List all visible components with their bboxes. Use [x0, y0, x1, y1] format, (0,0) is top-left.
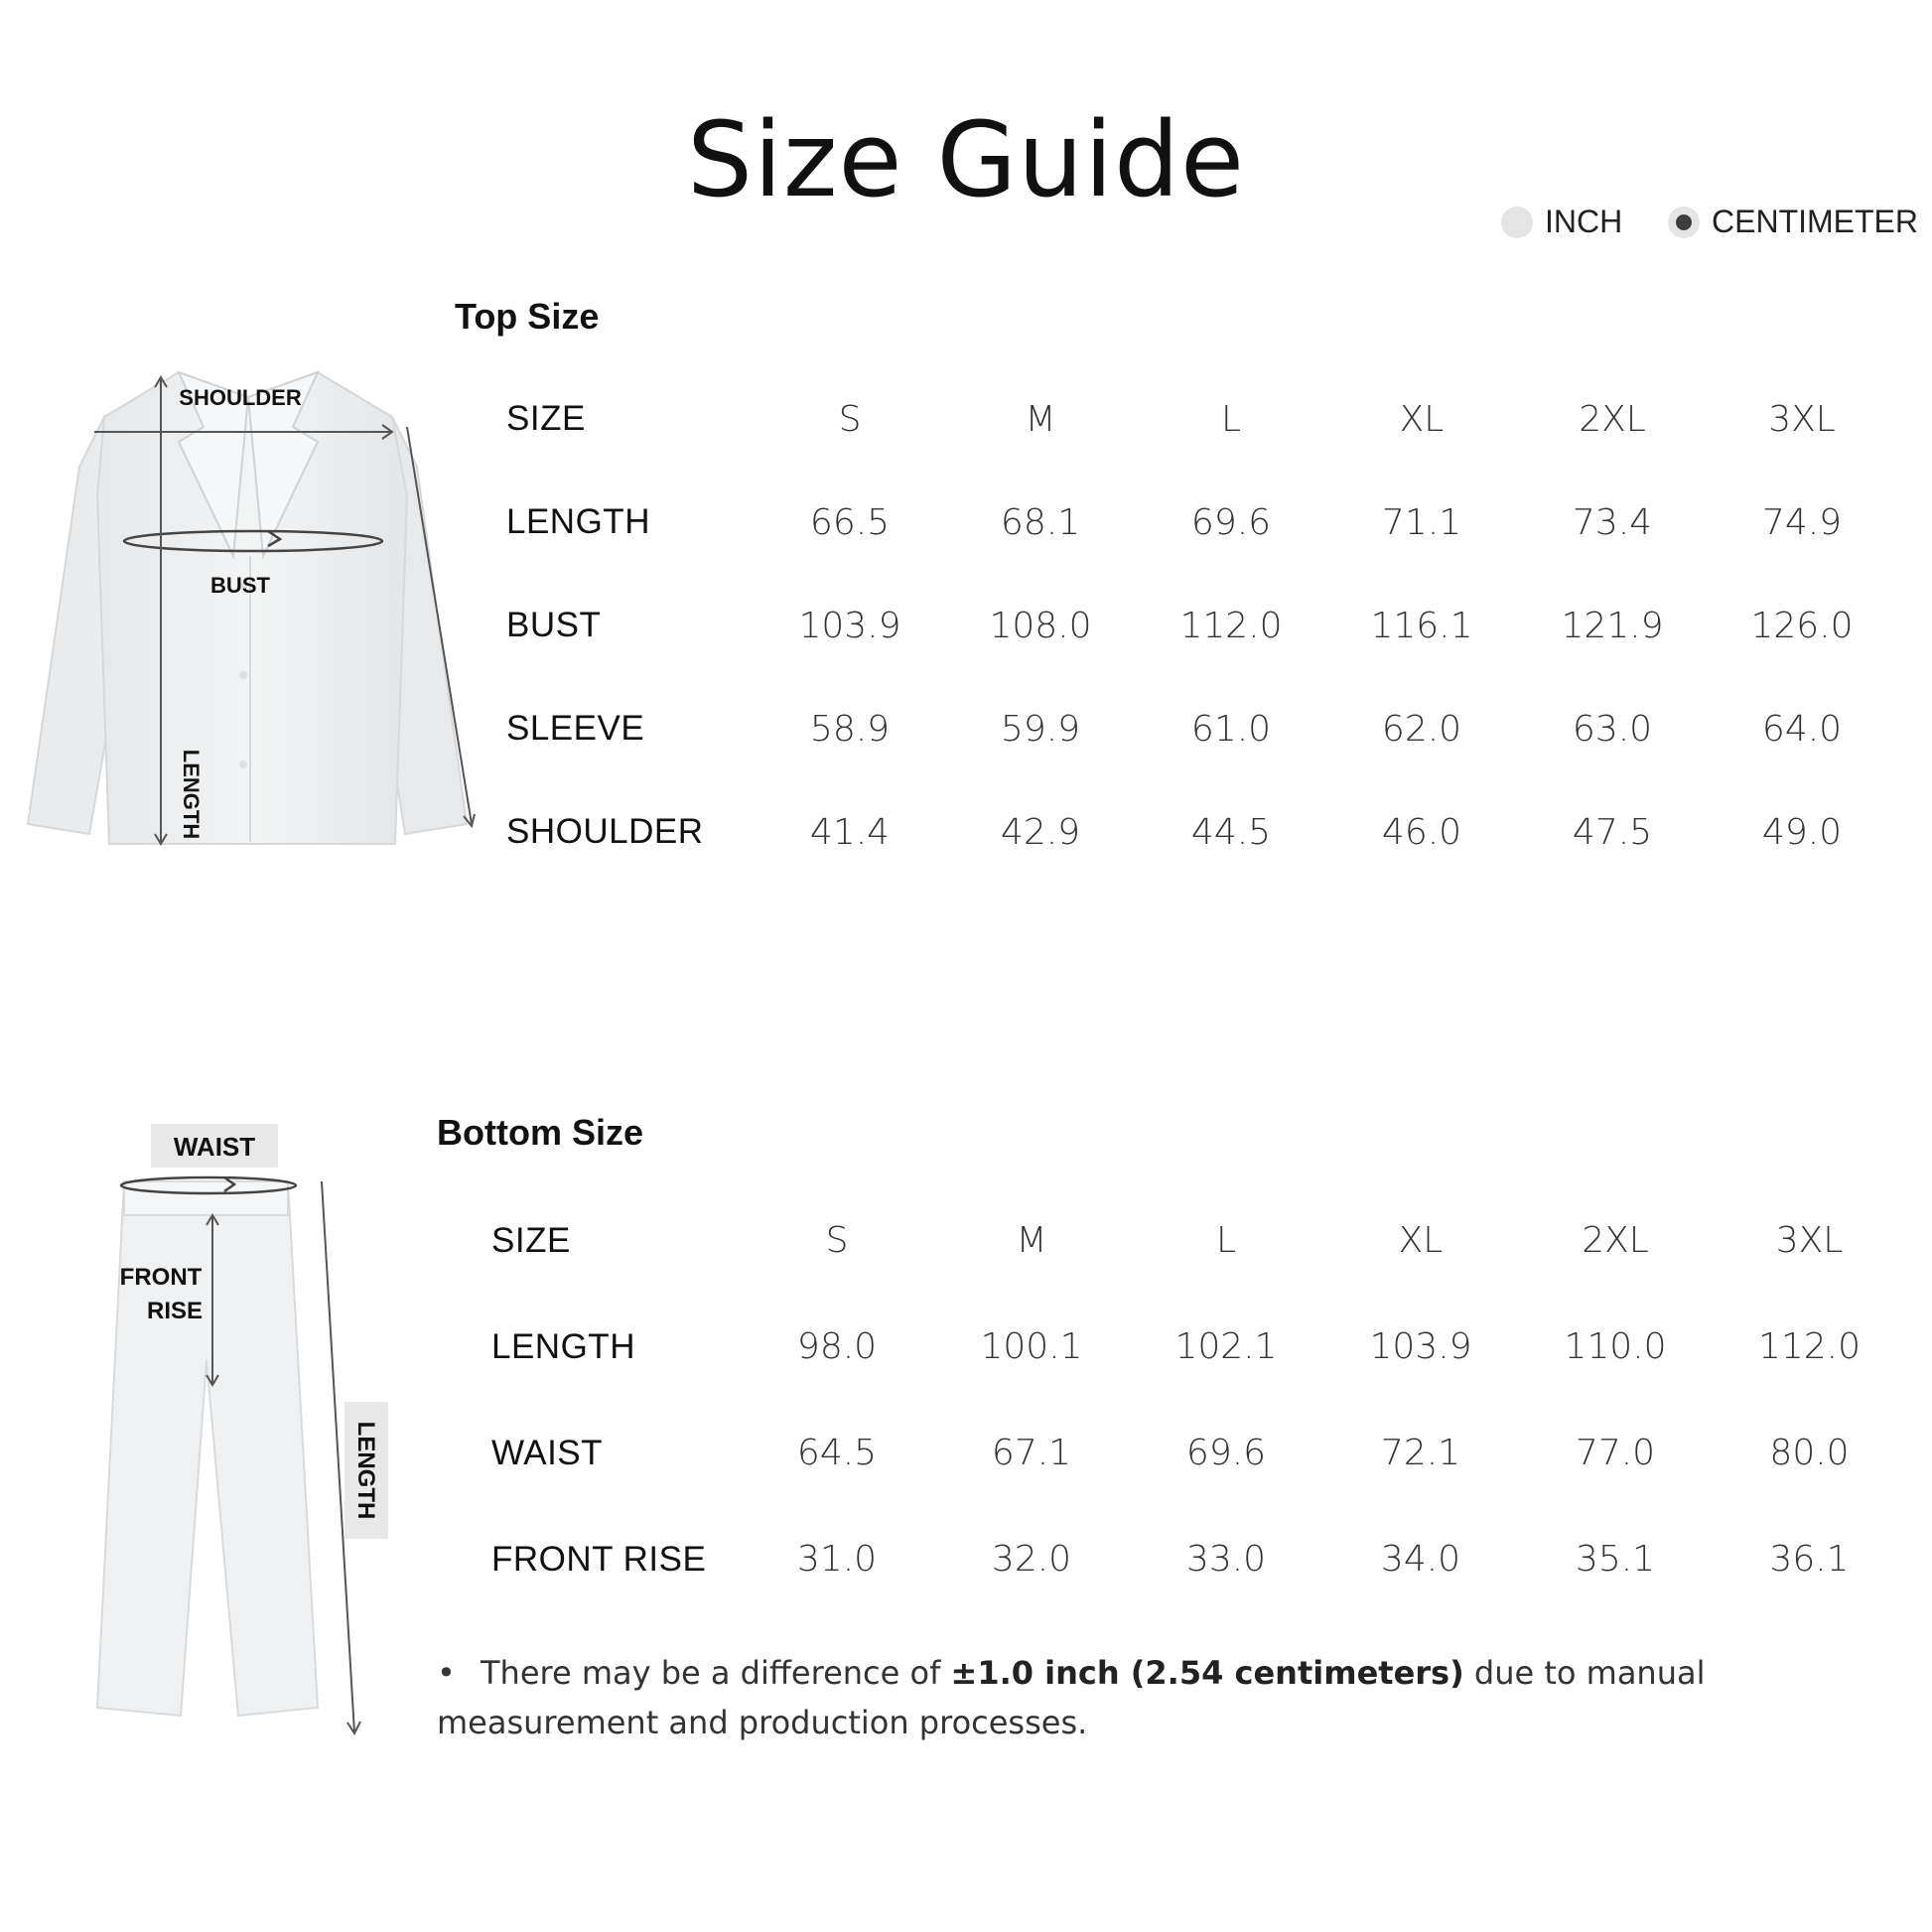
bottom-row-label: WAIST — [491, 1433, 604, 1472]
bottom-row-label: LENGTH — [491, 1326, 635, 1366]
bottom-row-label: SIZE — [491, 1220, 571, 1260]
pants-diagram — [79, 1112, 417, 1747]
top-size-table-body — [506, 367, 1896, 884]
top-cell: 63.0 — [1572, 708, 1653, 750]
bottom-cell: 33.0 — [1185, 1539, 1267, 1580]
top-cell: 103.9 — [798, 605, 901, 646]
page-title: Size Guide — [687, 99, 1245, 220]
bottom-cell: 72.1 — [1380, 1433, 1461, 1473]
top-cell: 74.9 — [1761, 501, 1843, 543]
top-cell: 121.9 — [1561, 605, 1664, 646]
note-bullet: • — [437, 1654, 456, 1692]
top-cell: 44.5 — [1190, 811, 1272, 853]
bottom-cell: 35.1 — [1575, 1539, 1656, 1580]
bottom-cell: 100.1 — [980, 1326, 1083, 1367]
bottom-cell: 98.0 — [796, 1326, 878, 1367]
bottom-cell: 80.0 — [1769, 1433, 1850, 1473]
top-cell: 116.1 — [1370, 605, 1473, 646]
top-row-label: SIZE — [506, 399, 586, 438]
radio-inch-icon[interactable] — [1501, 207, 1533, 238]
bottom-cell: 67.1 — [991, 1433, 1072, 1473]
bottom-cell: 32.0 — [991, 1539, 1072, 1580]
front-rise-label-line1: FRONT — [119, 1264, 203, 1291]
top-cell: 108.0 — [989, 605, 1092, 646]
bottom-cell: 2XL — [1582, 1220, 1649, 1261]
top-cell: 42.9 — [1000, 811, 1081, 853]
top-cell: 126.0 — [1750, 605, 1854, 646]
shirt-shape-icon — [28, 372, 467, 844]
table-row — [491, 1506, 1906, 1612]
top-row-label: BUST — [506, 606, 602, 644]
bottom-cell: 31.0 — [796, 1539, 878, 1580]
table-row — [506, 677, 1896, 780]
bottom-cell: 3XL — [1775, 1220, 1844, 1261]
note-emphasis: ±1.0 inch (2.54 centimeters) — [950, 1654, 1464, 1692]
top-cell: 59.9 — [1000, 708, 1081, 750]
top-cell: 49.0 — [1761, 811, 1843, 853]
top-cell: XL — [1399, 398, 1445, 440]
bottom-row-label: FRONT RISE — [491, 1539, 707, 1579]
table-row — [491, 1294, 1906, 1400]
bottom-cell: M — [1016, 1220, 1047, 1261]
bottom-cell: 69.6 — [1185, 1433, 1267, 1473]
bottom-cell: 34.0 — [1380, 1539, 1461, 1580]
bottom-cell: 64.5 — [796, 1433, 878, 1473]
waist-label: WAIST — [173, 1132, 256, 1162]
top-cell: 66.5 — [809, 501, 891, 543]
measurement-note — [437, 1648, 1847, 1747]
top-cell: S — [838, 398, 862, 440]
top-cell: 71.1 — [1381, 501, 1462, 543]
top-cell: 64.0 — [1761, 708, 1843, 750]
note-text-before: There may be a difference of — [481, 1654, 951, 1692]
note-text-after: due to manual measurement and production processes. — [437, 1654, 1706, 1741]
bottom-cell: S — [825, 1220, 849, 1261]
bottom-cell: 103.9 — [1369, 1326, 1472, 1367]
bottom-header-row — [491, 1187, 1906, 1294]
top-row-label: LENGTH — [506, 502, 650, 541]
radio-centimeter-selected-icon[interactable] — [1668, 207, 1700, 238]
top-cell: 69.6 — [1190, 501, 1272, 543]
front-rise-label-line2: RISE — [146, 1298, 204, 1324]
bust-label: BUST — [210, 573, 270, 598]
pants-length-label: LENGTH — [352, 1421, 379, 1520]
bottom-cell: 112.0 — [1757, 1326, 1862, 1367]
top-cell: 47.5 — [1572, 811, 1653, 853]
unit-inch-label: INCH — [1545, 204, 1623, 239]
shoulder-label: SHOULDER — [179, 385, 302, 410]
unit-option-centimeter[interactable] — [1668, 204, 1918, 240]
top-cell: 58.9 — [809, 708, 891, 750]
top-size-table — [506, 367, 1896, 884]
top-row-label: SHOULDER — [506, 812, 704, 851]
top-row-label: SLEEVE — [506, 709, 645, 748]
bottom-cell: L — [1215, 1220, 1237, 1261]
table-row — [506, 574, 1896, 677]
top-cell: 61.0 — [1190, 708, 1272, 750]
top-cell: M — [1025, 398, 1056, 440]
top-cell: 3XL — [1768, 398, 1836, 440]
top-cell: 112.0 — [1179, 605, 1283, 646]
top-cell: 46.0 — [1381, 811, 1462, 853]
table-row — [491, 1400, 1906, 1506]
shirt-diagram — [20, 357, 486, 854]
bottom-cell: XL — [1398, 1220, 1444, 1261]
length-label: LENGTH — [179, 749, 204, 840]
unit-centimeter-label: CENTIMETER — [1712, 204, 1918, 239]
bottom-size-table-body — [491, 1187, 1906, 1612]
unit-option-inch[interactable] — [1501, 204, 1622, 240]
table-row — [506, 471, 1896, 574]
bottom-cell: 36.1 — [1769, 1539, 1850, 1580]
bottom-cell: 110.0 — [1564, 1326, 1667, 1367]
bottom-size-table — [491, 1187, 1906, 1612]
top-cell: L — [1220, 398, 1242, 440]
top-size-heading: Top Size — [455, 296, 600, 337]
top-header-row — [506, 367, 1896, 471]
top-cell: 62.0 — [1381, 708, 1462, 750]
top-cell: 41.4 — [809, 811, 891, 853]
pants-shape-icon — [97, 1181, 318, 1716]
bottom-cell: 77.0 — [1575, 1433, 1656, 1473]
bottom-size-heading: Bottom Size — [437, 1112, 644, 1153]
top-cell: 68.1 — [1000, 501, 1081, 543]
bottom-cell: 102.1 — [1174, 1326, 1278, 1367]
table-row — [506, 780, 1896, 884]
top-cell: 2XL — [1579, 398, 1646, 440]
top-cell: 73.4 — [1572, 501, 1653, 543]
